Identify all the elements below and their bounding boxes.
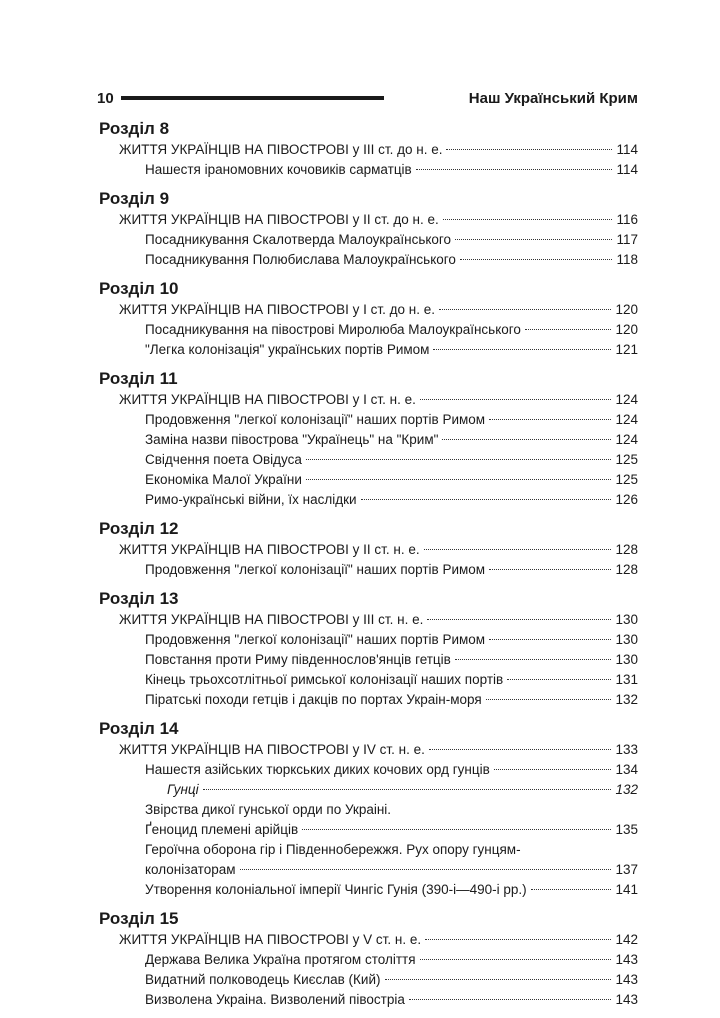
leader-dots: [460, 259, 613, 260]
toc-subentry[interactable]: [97, 490, 638, 510]
page-number: 10: [97, 89, 114, 107]
entry-page-number: 131: [615, 672, 638, 687]
toc-subentry[interactable]: [97, 320, 638, 340]
leader-dots: [203, 789, 612, 790]
leader-dots: [525, 329, 612, 330]
entry-text: Гунці: [167, 782, 199, 797]
section-title: Розділ 13: [99, 589, 179, 608]
entry-text: колонізаторам: [145, 862, 236, 877]
toc-section: [97, 588, 638, 710]
entry-text: Держава Велика Україна протягом століття: [145, 952, 416, 967]
toc-subentry[interactable]: [97, 970, 638, 990]
entry-text: Ґеноцид племені арійців: [145, 822, 299, 837]
toc-subentry[interactable]: [97, 450, 638, 470]
section-title: Розділ 14: [99, 719, 179, 738]
entry-page-number: 124: [615, 412, 638, 427]
entry-page-number: 143: [615, 992, 638, 1007]
toc-subentry[interactable]: [97, 950, 638, 970]
section-title: Розділ 11: [99, 369, 178, 388]
toc-subentry[interactable]: [97, 230, 638, 250]
entry-text: ЖИТТЯ УКРАЇНЦІВ НА ПІВОСТРОВІ у ІІІ ст. до н. е.: [119, 142, 443, 157]
entry-text: Звірства дикої гунської орди по Украіні.: [145, 802, 392, 817]
toc-subentry[interactable]: [97, 760, 638, 780]
running-header: [97, 88, 638, 108]
leader-dots: [429, 749, 612, 750]
entry-page-number: 120: [615, 302, 638, 317]
toc-section: [97, 718, 638, 900]
section-title: Розділ 15: [99, 909, 179, 928]
entry-text: Продовження "легкої колонізації" наших портів Римом: [145, 632, 486, 647]
entry-page-number: 143: [615, 952, 638, 967]
toc-subentry[interactable]: [97, 880, 638, 900]
leader-dots: [433, 349, 611, 350]
toc-subentry[interactable]: [97, 780, 638, 800]
leader-dots: [425, 939, 611, 940]
entry-text: Кінець трьохсотлітньої римської колонізації наших портів: [145, 672, 504, 687]
entry-text: ЖИТТЯ УКРАЇНЦІВ НА ПІВОСТРОВІ у І ст. н. е.: [119, 392, 416, 407]
entry-text: ЖИТТЯ УКРАЇНЦІВ НА ПІВОСТРОВІ у ІІ ст. до н. е.: [119, 212, 439, 227]
leader-dots: [306, 479, 612, 480]
leader-dots: [416, 169, 613, 170]
entry-text: Визволена Украіна. Визволений півостріа: [145, 992, 405, 1007]
entry-text: Свідчення поета Овідуса: [145, 452, 302, 467]
leader-dots: [446, 149, 612, 150]
entry-page-number: 132: [615, 692, 638, 707]
leader-dots: [302, 829, 611, 830]
toc-subentry[interactable]: [97, 860, 638, 880]
toc-subentry[interactable]: [97, 160, 638, 180]
entry-page-number: 125: [615, 472, 638, 487]
leader-dots: [489, 639, 611, 640]
toc-chapter-entry[interactable]: [97, 930, 638, 950]
entry-page-number: 133: [615, 742, 638, 757]
entry-page-number: 130: [615, 612, 638, 627]
entry-page-number: 130: [615, 652, 638, 667]
toc-subentry[interactable]: [97, 800, 638, 820]
entry-page-number: 120: [615, 322, 638, 337]
toc-section: [97, 118, 638, 180]
toc-subentry[interactable]: [97, 250, 638, 270]
entry-page-number: 142: [615, 932, 638, 947]
entry-text: ЖИТТЯ УКРАЇНЦІВ НА ПІВОСТРОВІ у ІІ ст. н. е.: [119, 542, 420, 557]
section-title: Розділ 10: [99, 279, 179, 298]
leader-dots: [306, 459, 612, 460]
toc-chapter-entry[interactable]: [97, 300, 638, 320]
toc-chapter-entry[interactable]: [97, 540, 638, 560]
entry-text: Утворення колоніальної імперії Чингіс Гунія (390-і—490-і рр.): [145, 882, 527, 897]
entry-page-number: 134: [615, 762, 638, 777]
leader-dots: [455, 239, 612, 240]
entry-text: Продовження "легкої колонізації" наших портів Римом: [145, 412, 486, 427]
leader-dots: [420, 399, 612, 400]
section-title: Розділ 8: [99, 119, 170, 138]
entry-page-number: 116: [616, 212, 638, 227]
toc-subentry[interactable]: [97, 410, 638, 430]
toc-subentry[interactable]: [97, 990, 638, 1010]
leader-dots: [240, 869, 612, 870]
entry-page-number: 130: [615, 632, 638, 647]
entry-page-number: 124: [615, 392, 638, 407]
entry-text: ЖИТТЯ УКРАЇНЦІВ НА ПІВОСТРОВІ у IV ст. н. е.: [119, 742, 425, 757]
table-of-contents: [97, 118, 638, 1018]
leader-dots: [443, 219, 613, 220]
entry-page-number: 121: [615, 342, 638, 357]
entry-page-number: 135: [615, 822, 638, 837]
toc-subentry[interactable]: [97, 470, 638, 490]
leader-dots: [420, 959, 612, 960]
entry-page-number: 132: [615, 782, 638, 797]
entry-page-number: 118: [616, 252, 638, 267]
entry-text: Посадникування Скалотверда Малоукраїнського: [145, 232, 452, 247]
entry-text: Повстання проти Риму південнослов'янців гетців: [145, 652, 451, 667]
toc-section: [97, 908, 638, 1010]
entry-page-number: 141: [615, 882, 638, 897]
leader-dots: [442, 439, 611, 440]
entry-text: Посадникування на півострові Миролюба Малоукраїнського: [145, 322, 521, 337]
toc-section: [97, 188, 638, 270]
running-title: Наш Український Крим: [468, 89, 638, 107]
entry-text: Піратські походи гетців і дакців по портах Украін-моря: [145, 692, 482, 707]
header-rule: [121, 96, 384, 100]
toc-chapter-entry[interactable]: [97, 740, 638, 760]
leader-dots: [494, 769, 612, 770]
leader-dots: [455, 659, 612, 660]
entry-text: Героїчна оборона гір і Південнобережжя. Рух опору гунцям-: [145, 842, 521, 857]
entry-page-number: 117: [616, 232, 638, 247]
toc-subentry[interactable]: [97, 820, 638, 840]
entry-page-number: 114: [616, 142, 638, 157]
toc-chapter-entry[interactable]: [97, 210, 638, 230]
toc-subentry[interactable]: [97, 650, 638, 670]
leader-dots: [486, 699, 612, 700]
leader-dots: [489, 569, 611, 570]
leader-dots: [489, 419, 611, 420]
entry-page-number: 137: [615, 862, 638, 877]
leader-dots: [427, 619, 611, 620]
entry-page-number: 126: [615, 492, 638, 507]
toc-chapter-entry[interactable]: [97, 610, 638, 630]
toc-subentry[interactable]: [97, 670, 638, 690]
leader-dots: [361, 499, 612, 500]
entry-text: Заміна назви півострова "Українець" на "Крим": [145, 432, 439, 447]
leader-dots: [385, 979, 612, 980]
entry-text: Римо-українські війни, їх наслідки: [145, 492, 357, 507]
leader-dots: [507, 679, 611, 680]
entry-text: ЖИТТЯ УКРАЇНЦІВ НА ПІВОСТРОВІ у ІІІ ст. н. е.: [119, 612, 424, 627]
entry-page-number: 143: [615, 972, 638, 987]
entry-text: "Легка колонізація" українських портів Римом: [145, 342, 430, 357]
toc-subentry[interactable]: [97, 340, 638, 360]
leader-dots: [531, 889, 612, 890]
toc-subentry[interactable]: [97, 690, 638, 710]
entry-text: Посадникування Полюбислава Малоукраїнського: [145, 252, 456, 267]
section-title: Розділ 12: [99, 519, 179, 538]
entry-page-number: 128: [615, 562, 638, 577]
entry-text: Видатний полководець Києслав (Кий): [145, 972, 381, 987]
toc-subentry[interactable]: [97, 560, 638, 580]
entry-page-number: 125: [615, 452, 638, 467]
toc-subentry[interactable]: [97, 430, 638, 450]
entry-text: ЖИТТЯ УКРАЇНЦІВ НА ПІВОСТРОВІ у V ст. н. е.: [119, 932, 422, 947]
entry-text: Продовження "легкої колонізації" наших портів Римом: [145, 562, 486, 577]
toc-chapter-entry[interactable]: [97, 140, 638, 160]
toc-subentry[interactable]: [97, 630, 638, 650]
toc-chapter-entry[interactable]: [97, 390, 638, 410]
section-title: Розділ 9: [99, 189, 170, 208]
entry-page-number: 114: [616, 162, 638, 177]
entry-text: Нашестя азійських тюркських диких кочових орд гунців: [145, 762, 490, 777]
leader-dots: [424, 549, 612, 550]
entry-page-number: 128: [615, 542, 638, 557]
toc-subentry[interactable]: [97, 840, 638, 860]
toc-section: [97, 368, 638, 510]
toc-section: [97, 278, 638, 360]
entry-page-number: 124: [615, 432, 638, 447]
entry-text: ЖИТТЯ УКРАЇНЦІВ НА ПІВОСТРОВІ у І ст. до н. е.: [119, 302, 435, 317]
leader-dots: [439, 309, 611, 310]
toc-section: [97, 518, 638, 580]
entry-text: Економіка Малої України: [145, 472, 302, 487]
entry-text: Нашестя іраномовних кочовиків сарматців: [145, 162, 412, 177]
